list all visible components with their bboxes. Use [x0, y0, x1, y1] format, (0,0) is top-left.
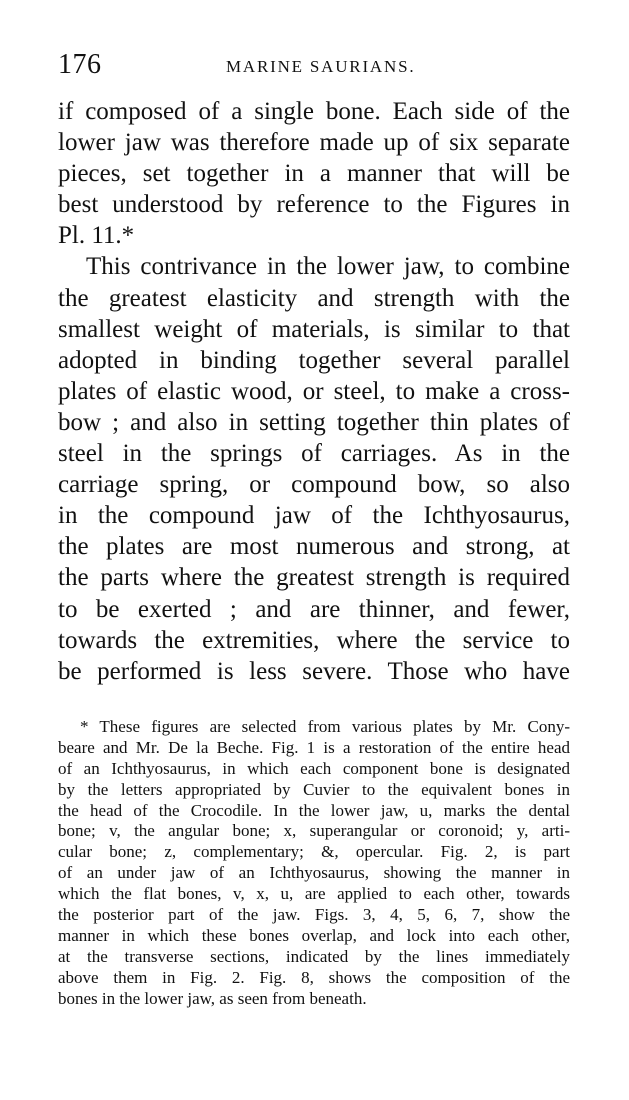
body-line: Pl. 11.*: [58, 222, 135, 250]
body-line: the greatest elasticity and strength with the: [58, 284, 570, 312]
footnote-line: of an under jaw of an Ichthyosaurus, showing the manner in: [58, 863, 570, 883]
body-line: smallest weight of materials, is similar to that: [58, 315, 570, 343]
footnote-line: at the transverse sections, indicated by the lines immediately: [58, 946, 570, 966]
footnote-line: bone; v, the angular bone; x, superangular or coronoid; y, arti-: [58, 821, 570, 841]
footnote-line: of an Ichthyosaurus, in which each component bone is designated: [58, 758, 570, 778]
body-line: in the compound jaw of the Ichthyosaurus,: [58, 502, 570, 530]
page-number: 176: [58, 49, 102, 80]
body-line: pieces, set together in a manner that will be: [58, 160, 570, 188]
body-line: adopted in binding together several parallel: [58, 346, 570, 374]
body-line: be performed is less severe. Those who have: [58, 657, 570, 685]
body-line: the parts where the greatest strength is required: [58, 564, 570, 592]
body-line: bow ; and also in setting together thin plates of: [58, 408, 570, 436]
footnote-line: above them in Fig. 2. Fig. 8, shows the composition of the: [58, 967, 570, 987]
footnote-line: the posterior part of the jaw. Figs. 3, 4, 5, 6, 7, show the: [58, 905, 570, 925]
body-line: lower jaw was therefore made up of six separate: [58, 129, 570, 157]
footnote-line: * These figures are selected from various plates by Mr. Cony-: [80, 717, 570, 736]
footnote-line: cular bone; z, complementary; &, opercular. Fig. 2, is part: [58, 842, 570, 862]
footnote-line: bones in the lower jaw, as seen from beneath.: [58, 988, 367, 1008]
footnote: [58, 717, 570, 1009]
body-line: steel in the springs of carriages. As in the: [58, 440, 570, 468]
main-text: [58, 96, 570, 687]
footnote-line: which the flat bones, v, x, u, are applied to each other, towards: [58, 884, 570, 904]
body-line: best understood by reference to the Figures in: [58, 191, 570, 219]
footnote-line: manner in which these bones overlap, and lock into each other,: [58, 925, 570, 945]
footnote-line: beare and Mr. De la Beche. Fig. 1 is a restoration of the entire head: [58, 737, 570, 757]
body-line: towards the extremities, where the service to: [58, 626, 570, 654]
body-line: if composed of a single bone. Each side of the: [58, 98, 570, 125]
body-line: plates of elastic wood, or steel, to make a cross-: [58, 377, 570, 405]
footnote-line: the head of the Crocodile. In the lower jaw, u, marks the dental: [58, 800, 570, 820]
page-header: [58, 50, 578, 84]
body-line: carriage spring, or compound bow, so also: [58, 471, 570, 499]
body-line: to be exerted ; and are thinner, and fewer,: [58, 595, 570, 623]
body-line: This contrivance in the lower jaw, to combine: [86, 253, 570, 281]
footnote-line: by the letters appropriated by Cuvier to the equivalent bones in: [58, 779, 570, 799]
running-head: MARINE SAURIANS.: [226, 57, 416, 76]
body-line: the plates are most numerous and strong, at: [58, 533, 570, 561]
